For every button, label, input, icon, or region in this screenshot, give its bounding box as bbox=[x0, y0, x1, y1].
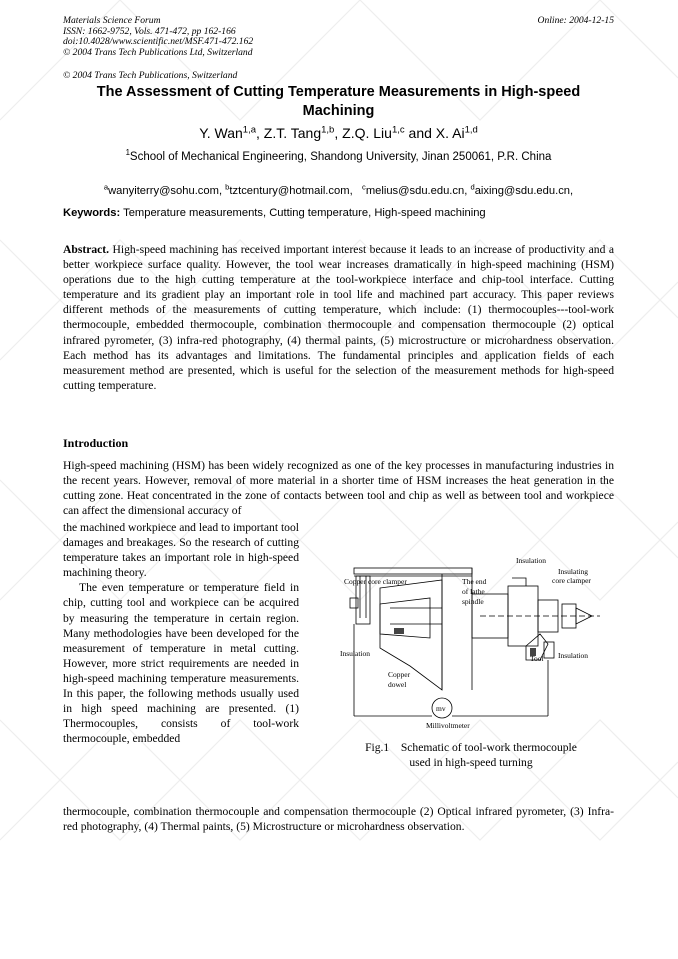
keywords-text: Temperature measurements, Cutting temperature, High-speed machining bbox=[120, 207, 486, 219]
affiliation-sup: 1 bbox=[125, 148, 130, 158]
caption-line-1: Fig.1 Schematic of tool-work thermocouple bbox=[365, 741, 577, 754]
keywords bbox=[63, 207, 614, 219]
author-name: Y. Wan bbox=[199, 125, 243, 141]
label-insulation-right: Insulation bbox=[558, 651, 588, 660]
intro-paragraph-1: High-speed machining (HSM) has been widely recognized as one of the key processes in manufacturing industries in the recent years. However, removal of more material in a shorter time of HSM increases the heat generation in the cutting zone. Heat concentrated in the zone of contacts between tool and chip as well as between tool and workpiece can affect the dimensional accuracy of bbox=[63, 459, 614, 518]
author-sep: , bbox=[256, 125, 264, 141]
label-mv: mv bbox=[436, 704, 446, 713]
email-sup: d bbox=[470, 182, 475, 192]
email-sup: a bbox=[103, 182, 109, 192]
section-heading-introduction: Introduction bbox=[63, 436, 129, 450]
affiliation-text: School of Mechanical Engineering, Shandong University, Jinan 250061, P.R. China bbox=[129, 151, 552, 163]
spindle-housing bbox=[354, 568, 472, 574]
label-copper: Copper bbox=[388, 670, 411, 679]
intro-paragraph-3: The even temperature or temperature field in chip, cutting tool and workpiece can be acquired by measuring the temperature in certain region. Many methodologies have been developed for the measurement of temperature in metal cutting. However, more strict requirements are needed in high-speed machining temperature measurements. In this paper, the following methods usually used in high speed machining are presented. (1) Thermocouples, consists of tool-work thermocouple, embedded bbox=[63, 581, 299, 746]
author-sup: 1,a bbox=[242, 124, 257, 136]
label-insulation-left: Insulation bbox=[340, 649, 370, 658]
label-dowel: dowel bbox=[388, 680, 407, 689]
online-date: Online: 2004-12-15 bbox=[537, 15, 614, 26]
doi-line: doi:10.4028/www.scientific.net/MSF.471-472.162 bbox=[63, 36, 254, 48]
intro-paragraph-2: the machined workpiece and lead to important tool damages and breakages. So the research of cutting temperature takes an important role in high-speed machining theory. bbox=[63, 521, 299, 580]
thermocouple-schematic bbox=[330, 548, 620, 733]
email-sep: , bbox=[218, 185, 226, 197]
figure-caption bbox=[330, 740, 612, 770]
keywords-label: Keywords: bbox=[63, 207, 121, 219]
email-link[interactable]: tztcentury@hotmail.com bbox=[229, 185, 350, 197]
label-lathe-1: The end bbox=[462, 577, 487, 586]
email-link[interactable]: aixing@sdu.edu.cn bbox=[474, 185, 571, 197]
author-sep: , bbox=[334, 125, 343, 141]
author-name: Z.T. Tang bbox=[263, 125, 322, 141]
insulation-bracket bbox=[512, 578, 526, 586]
spindle-inner bbox=[380, 598, 430, 638]
author-name: X. Ai bbox=[435, 125, 465, 141]
label-copper-clamper: Copper core clamper bbox=[344, 577, 407, 586]
author-sup: 1,d bbox=[464, 124, 478, 136]
abstract-label: Abstract. bbox=[63, 243, 110, 256]
email-link[interactable]: wanyiterry@sohu.com bbox=[108, 185, 219, 197]
email-sep: , bbox=[349, 185, 362, 197]
figure-1 bbox=[330, 548, 620, 733]
email-list bbox=[63, 173, 614, 197]
journal-header bbox=[63, 16, 253, 58]
caption-line-2: used in high-speed turning bbox=[409, 756, 533, 769]
tool-insulation bbox=[544, 642, 554, 658]
email-sep: , bbox=[570, 185, 574, 197]
intro-paragraph-3-continued: thermocouple, combination thermocouple and compensation thermocouple (2) Optical infrared pyrometer, (3) Infra-red photography, (4) Thermal paints, (5) Microstructure or microhardness observation. bbox=[63, 805, 614, 834]
author-sup: 1,b bbox=[321, 124, 335, 136]
author-sep: and bbox=[404, 125, 436, 141]
copyright-line-2: © 2004 Trans Tech Publications, Switzerland bbox=[63, 70, 238, 81]
affiliation bbox=[63, 148, 614, 163]
email-link[interactable]: melius@sdu.edu.cn bbox=[365, 185, 465, 197]
label-insulating: Insulating bbox=[558, 567, 588, 576]
email-sup: c bbox=[362, 182, 366, 192]
hatch bbox=[394, 628, 404, 634]
intro-column bbox=[63, 520, 299, 746]
label-insulation-top: Insulation bbox=[516, 556, 546, 565]
abstract bbox=[63, 242, 614, 393]
copyright-line: © 2004 Trans Tech Publications Ltd, Switzerland bbox=[63, 46, 253, 58]
email-sup: b bbox=[225, 182, 230, 192]
label-core-clamper: core clamper bbox=[552, 576, 591, 585]
author-name: Z.Q. Liu bbox=[342, 125, 392, 141]
abstract-text: High-speed machining has received important interest because it leads to an increase of productivity and a better workpiece surface quality. However, the tool wear increases dramatically in high-speed machining (HSM) operations due to the high cutting temperature at the tool-workpiece interface and chip-tool interface. Cutting temperature and its gradient play an important role in tool life and machined part accuracy. This paper reviews different methods of the measurements of cutting temperature, which include: (1) thermocouples---tool-work thermocouple, embedded thermocouple, combination thermocouple and compensation thermocouple (2) optical infrared pyrometer, (3) infra-red photography, (4) thermal paints, (5) microstructure or microhardness observation. Each method has its advantages and limitations. The fundamental principles and application fields of each measurement method are presented, which is useful for the selection of the measurement methods for high-speed cutting temperature. bbox=[63, 243, 614, 392]
author-sup: 1,c bbox=[391, 124, 405, 136]
paper-title: The Assessment of Cutting Temperature Measurements in High-speed Machining bbox=[96, 84, 581, 119]
label-millivoltmeter: Millivoltmeter bbox=[426, 721, 470, 730]
label-lathe-2: of lathe bbox=[462, 587, 485, 596]
email-sep: , bbox=[464, 185, 471, 197]
label-lathe-3: spindle bbox=[462, 597, 484, 606]
label-tool: Tool bbox=[530, 654, 544, 663]
journal-name: Materials Science Forum bbox=[63, 15, 161, 26]
author-list bbox=[63, 124, 614, 142]
clamper-block bbox=[350, 598, 358, 608]
issn-line: ISSN: 1662-9752, Vols. 471-472, pp 162-166 bbox=[63, 25, 236, 37]
